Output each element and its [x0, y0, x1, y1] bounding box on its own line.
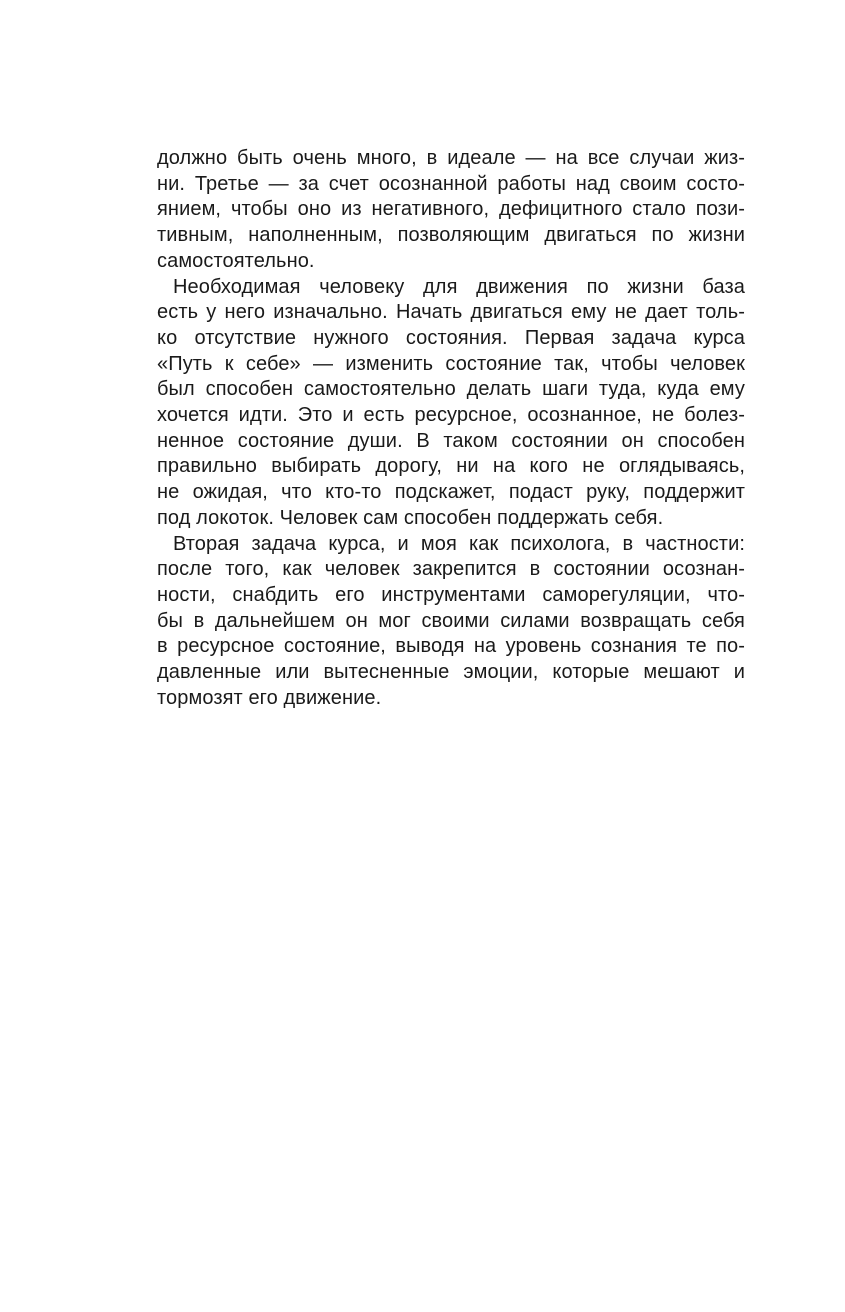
- text-line: был способен самостоятельно делать шаги туда, куда ему: [157, 378, 745, 401]
- text-line: тормозят его движение.: [157, 686, 382, 709]
- text-line: ненное состояние души. В таком состоянии он способен: [157, 429, 745, 452]
- text-line: не ожидая, что кто-то подскажет, подаст руку, поддержит: [157, 481, 745, 504]
- page-text-block: [157, 146, 745, 711]
- text-line: правильно выбирать дорогу, ни на кого не оглядываясь,: [157, 455, 745, 478]
- text-line: после того, как человек закрепится в состоянии осознан-: [157, 558, 745, 581]
- text-line: бы в дальнейшем он мог своими силами возвращать себя: [157, 609, 745, 632]
- text-line: Необходимая человеку для движения по жизни база: [173, 275, 745, 298]
- text-line: «Путь к себе» — изменить состояние так, чтобы человек: [157, 352, 745, 375]
- text-line: давленные или вытесненные эмоции, которые мешают и: [157, 661, 745, 684]
- text-line: ни. Третье — за счет осознанной работы над своим состо-: [157, 172, 745, 195]
- text-line: ности, снабдить его инструментами саморегуляции, что-: [157, 583, 745, 606]
- text-line: янием, чтобы оно из негативного, дефицитного стало пози-: [157, 198, 745, 221]
- text-line: под локоток. Человек сам способен поддержать себя.: [157, 506, 664, 529]
- text-line: самостоятельно.: [157, 249, 315, 272]
- text-line: тивным, наполненным, позволяющим двигаться по жизни: [157, 224, 745, 247]
- text-line: ко отсутствие нужного состояния. Первая задача курса: [157, 326, 745, 349]
- paragraph: [157, 275, 745, 532]
- text-line: есть у него изначально. Начать двигаться ему не дает толь-: [157, 301, 745, 324]
- text-line: в ресурсное состояние, выводя на уровень сознания те по-: [157, 635, 745, 658]
- text-line: Вторая задача курса, и моя как психолога, в частности:: [173, 532, 745, 555]
- text-line: хочется идти. Это и есть ресурсное, осознанное, не болез-: [157, 404, 745, 427]
- paragraph: [157, 532, 745, 712]
- paragraph: [157, 146, 745, 275]
- text-line: должно быть очень много, в идеале — на все случаи жиз-: [157, 147, 745, 169]
